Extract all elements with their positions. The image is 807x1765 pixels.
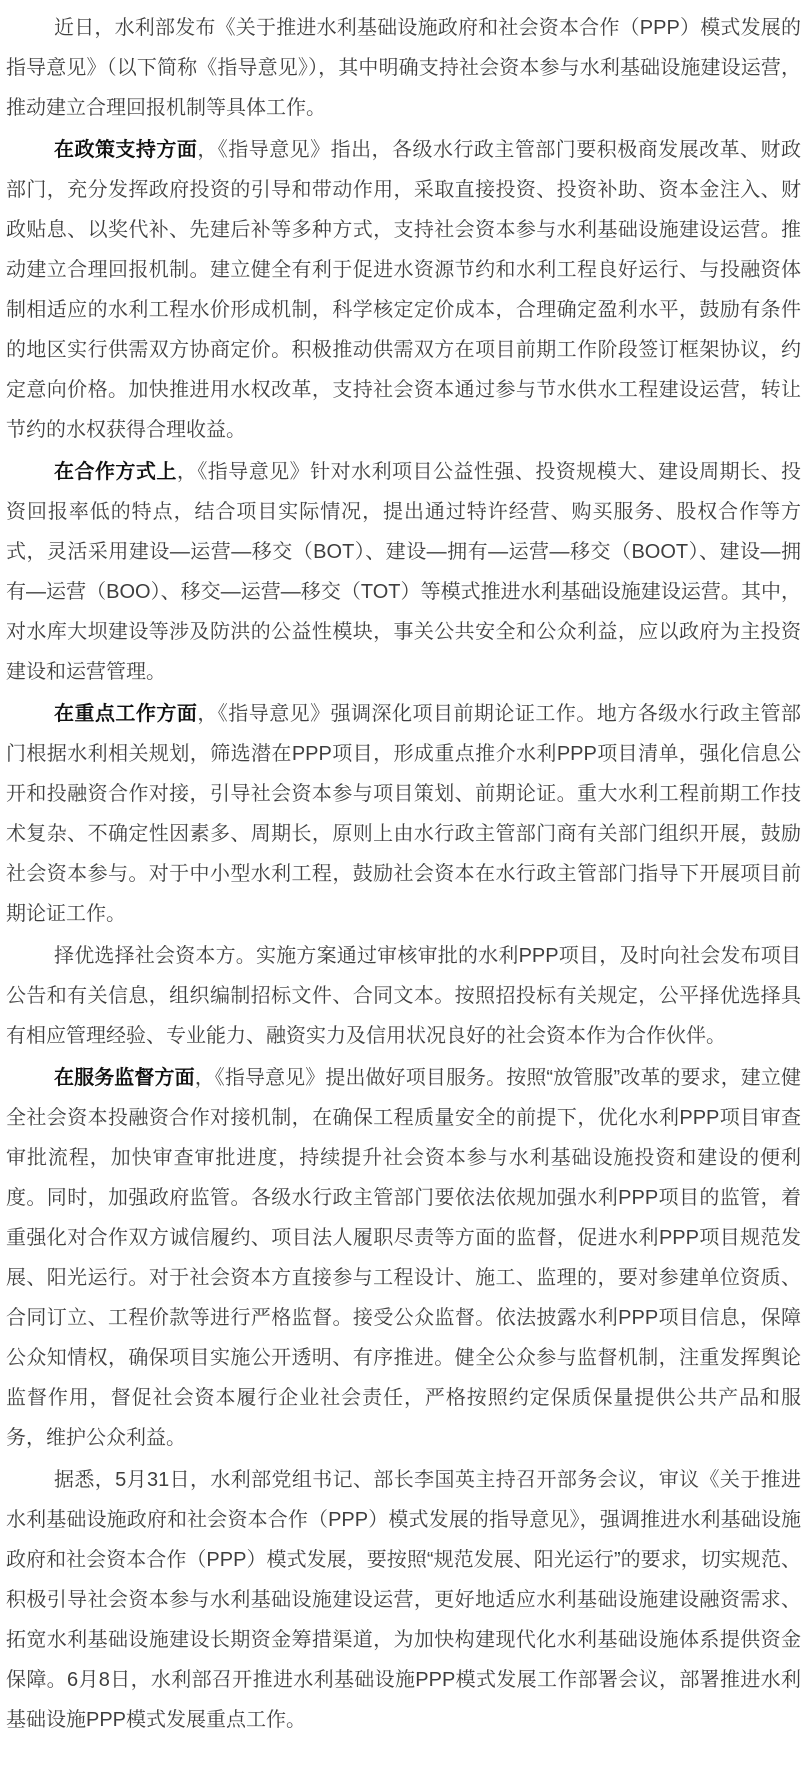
paragraph-service-supervision (6, 1058, 801, 1458)
paragraph-lead: 在合作方式上 (54, 461, 177, 483)
paragraph-lead: 在政策支持方面 (54, 139, 198, 161)
paragraph-cooperation-modes (6, 452, 801, 692)
paragraph-policy-support (6, 130, 801, 450)
paragraph-text: ，《指导意见》强调深化项目前期论证工作。地方各级水行政主管部门根据水利相关规划，筛选潜在PPP项目，形成重点推介水利PPP项目清单，强化信息公开和投融资合作对接，引导社会资本参与项目策划、前期论证。重大水利工程前期工作技术复杂、不确定性因素多、周期长，原则上由水行政主管部门商有关部门组织开展，鼓励社会资本参与。对于中小型水利工程，鼓励社会资本在水行政主管部门指导下开展项目前期论证工作。 (6, 703, 802, 925)
paragraph-lead: 在服务监督方面 (54, 1067, 195, 1089)
paragraph-text: 择优选择社会资本方。实施方案通过审核审批的水利PPP项目，及时向社会发布项目公告和有关信息，组织编制招标文件、合同文本。按照招投标有关规定，公平择优选择具有相应管理经验、专业能力、融资实力及信用状况良好的社会资本作为合作伙伴。 (6, 945, 801, 1047)
paragraph-text: ，《指导意见》指出，各级水行政主管部门要积极商发展改革、财政部门，充分发挥政府投资的引导和带动作用，采取直接投资、投资补助、资本金注入、财政贴息、以奖代补、先建后补等多种方式，支持社会资本参与水利基础设施建设运营。推动建立合理回报机制。建立健全有利于促进水资源节约和水利工程良好运行、与投融资体制相适应的水利工程水价形成机制，科学核定定价成本，合理确定盈利水平，鼓励有条件的地区实行供需双方协商定价。积极推动供需双方在项目前期工作阶段签订框架协议，约定意向价格。加快推进用水权改革，支持社会资本通过参与节水供水工程建设运营，转让节约的水权获得合理收益。 (6, 139, 802, 441)
paragraph-text: 近日，水利部发布《关于推进水利基础设施政府和社会资本合作（PPP）模式发展的指导意见》（以下简称《指导意见》），其中明确支持社会资本参与水利基础设施建设运营，推动建立合理回报机制等具体工作。 (6, 17, 801, 119)
paragraph-meetings (6, 1460, 801, 1740)
paragraph-text: ，《指导意见》提出做好项目服务。按照“放管服”改革的要求，建立健全社会资本投融资合作对接机制，在确保工程质量安全的前提下，优化水利PPP项目审查审批流程，加快审查审批进度，持续提升社会资本参与水利基础设施投资和建设的便利度。同时，加强政府监管。各级水行政主管部门要依法依规加强水利PPP项目的监管，着重强化对合作双方诚信履约、项目法人履职尽责等方面的监督，促进水利PPP项目规范发展、阳光运行。对于社会资本方直接参与工程设计、施工、监理的，要对参建单位资质、合同订立、工程价款等进行严格监督。接受公众监督。依法披露水利PPP项目信息，保障公众知情权，确保项目实施公开透明、有序推进。健全公众参与监督机制，注重发挥舆论监督作用，督促社会资本履行企业社会责任，严格按照约定保质保量提供公共产品和服务，维护公众利益。 (6, 1067, 802, 1449)
paragraph-text: 据悉，5月31日，水利部党组书记、部长李国英主持召开部务会议，审议《关于推进水利基础设施政府和社会资本合作（PPP）模式发展的指导意见》，强调推进水利基础设施政府和社会资本合作（PPP）模式发展，要按照“规范发展、阳光运行”的要求，切实规范、积极引导社会资本参与水利基础设施建设运营，更好地适应水利基础设施建设融资需求、拓宽水利基础设施建设长期资金筹措渠道，为加快构建现代化水利基础设施体系提供资金保障。6月8日，水利部召开推进水利基础设施PPP模式发展工作部署会议，部署推进水利基础设施PPP模式发展重点工作。 (6, 1469, 801, 1731)
paragraph-text: ，《指导意见》针对水利项目公益性强、投资规模大、建设周期长、投资回报率低的特点，结合项目实际情况，提出通过特许经营、购买服务、股权合作等方式，灵活采用建设—运营—移交（BOT）、建设—拥有—运营—移交（BOOT）、建设—拥有—运营（BOO）、移交—运营—移交（TOT）等模式推进水利基础设施建设运营。其中，对水库大坝建设等涉及防洪的公益性模块，事关公共安全和公众利益，应以政府为主投资建设和运营管理。 (6, 461, 802, 683)
paragraph-partner-selection (6, 936, 801, 1056)
paragraph-key-work (6, 694, 801, 934)
paragraph-lead: 在重点工作方面 (54, 703, 198, 725)
paragraph-intro (6, 8, 801, 128)
